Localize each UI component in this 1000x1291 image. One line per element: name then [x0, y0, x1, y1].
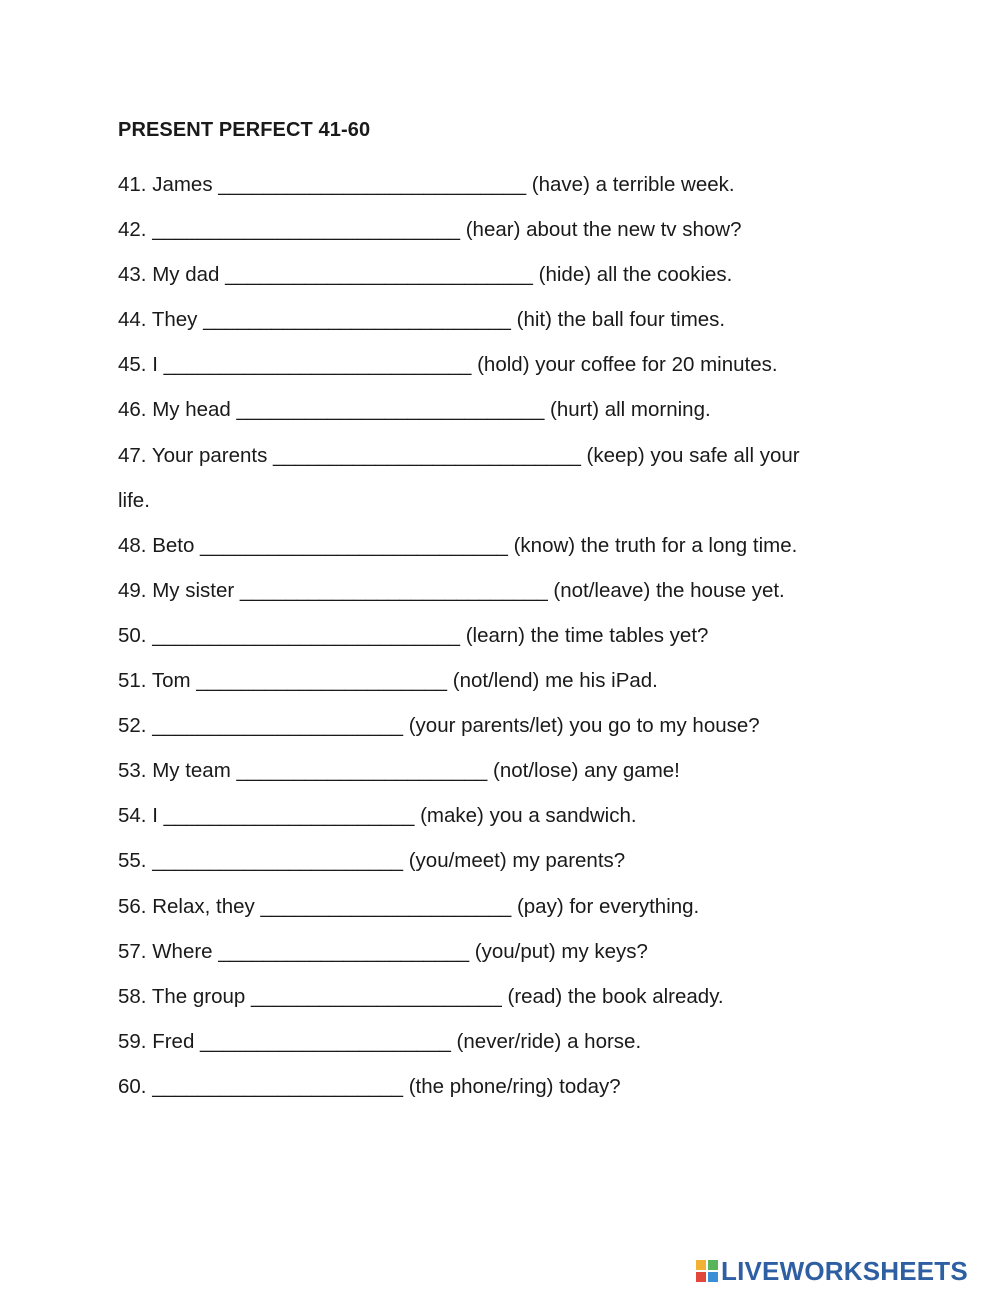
exercise-line-56: 56. Relax, they ______________________ (pay) for everything.	[118, 894, 700, 918]
exercise-line-57: 57. Where ______________________ (you/put) my keys?	[118, 939, 648, 963]
liveworksheets-logo-icon	[696, 1260, 718, 1282]
exercise-line-58: 58. The group ______________________ (read) the book already.	[118, 984, 724, 1008]
exercise-line-53: 53. My team ______________________ (not/lose) any game!	[118, 759, 680, 783]
exercise-line-50: 50. ___________________________ (learn) the time tables yet?	[118, 623, 709, 647]
exercise-line-54: 54. I ______________________ (make) you a sandwich.	[118, 804, 637, 828]
exercise-line-47-continued: life.	[118, 488, 150, 512]
exercise-line-51: 51. Tom ______________________ (not/lend) me his iPad.	[118, 669, 658, 693]
worksheet-title: PRESENT PERFECT 41-60	[118, 119, 371, 141]
exercise-line-46: 46. My head ___________________________ (hurt) all morning.	[118, 398, 711, 422]
exercise-line-59: 59. Fred ______________________ (never/ride) a horse.	[118, 1029, 642, 1053]
liveworksheets-logo	[696, 1256, 968, 1286]
exercise-line-42: 42. ___________________________ (hear) about the new tv show?	[118, 218, 742, 242]
exercise-line-43: 43. My dad ___________________________ (hide) all the cookies.	[118, 263, 733, 287]
logo-wordmark: LIVEWORKSHEETS	[721, 1255, 968, 1286]
exercise-line-45: 45. I ___________________________ (hold) your coffee for 20 minutes.	[118, 353, 778, 377]
exercise-line-44: 44. They ___________________________ (hit) the ball four times.	[118, 308, 726, 332]
exercise-line-52: 52. ______________________ (your parents/let) you go to my house?	[118, 714, 760, 738]
exercise-line-49: 49. My sister ___________________________ (not/leave) the house yet.	[118, 578, 785, 602]
exercise-line-48: 48. Beto ___________________________ (know) the truth for a long time.	[118, 533, 798, 557]
exercise-line-41: 41. James ___________________________ (have) a terrible week.	[118, 173, 735, 196]
exercise-list	[118, 171, 878, 1118]
exercise-line-47: 47. Your parents ___________________________ (keep) you safe all your	[118, 443, 800, 467]
exercise-line-55: 55. ______________________ (you/meet) my parents?	[118, 849, 626, 873]
exercise-line-60: 60. ______________________ (the phone/ring) today?	[118, 1074, 621, 1098]
